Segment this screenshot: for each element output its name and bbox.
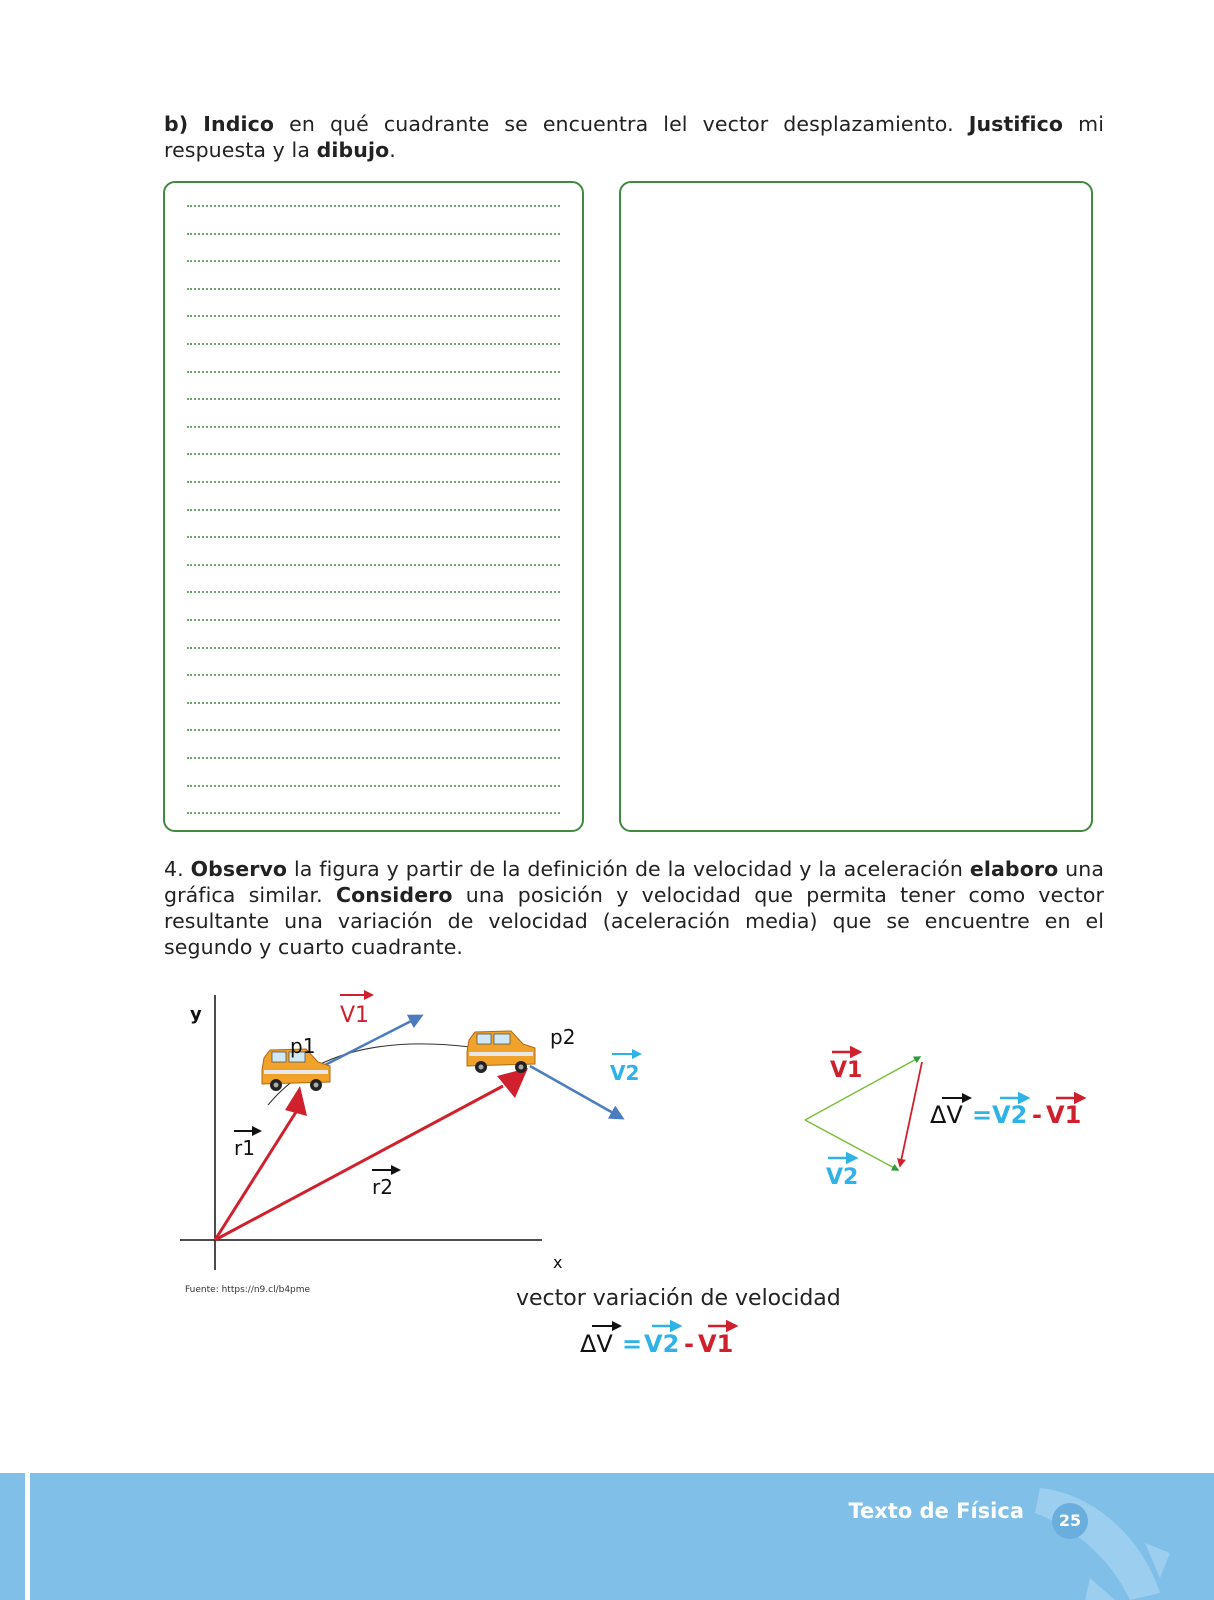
figure-source: Fuente: https://n9.cl/b4pme bbox=[185, 1285, 311, 1295]
triangle-v2-label: V2 bbox=[826, 1165, 859, 1190]
triangle-equation bbox=[930, 1098, 1084, 1129]
y-axis-label: y bbox=[190, 1004, 202, 1025]
part-b-verb-dibujo: dibujo bbox=[316, 138, 390, 162]
r2-label: r2 bbox=[372, 1175, 393, 1199]
question-4-verb-observo: Observo bbox=[190, 857, 288, 881]
bottom-eq-v2: V2 bbox=[644, 1330, 680, 1358]
page-number: 25 bbox=[1052, 1503, 1088, 1539]
triangle-v2-side bbox=[805, 1120, 898, 1170]
question-4-text-1: la figura y partir de la definición de la velocidad y la aceleración bbox=[287, 857, 970, 881]
question-4-verb-considero: Considero bbox=[335, 883, 453, 907]
triangle-v1-side bbox=[805, 1057, 920, 1120]
part-b-verb-justifico: Justifico bbox=[968, 112, 1064, 136]
part-b-verb-indico: Indico bbox=[203, 112, 275, 136]
v1-label: V1 bbox=[340, 1003, 370, 1028]
question-4-verb-elaboro: elaboro bbox=[969, 857, 1059, 881]
triangle-v1-label: V1 bbox=[830, 1058, 863, 1083]
bottom-eq-v1: V1 bbox=[698, 1330, 734, 1358]
bottom-equation bbox=[580, 1326, 736, 1358]
v2-label: V2 bbox=[610, 1061, 640, 1085]
p2-label: p2 bbox=[550, 1025, 576, 1049]
question-4-number: 4. bbox=[164, 857, 191, 881]
triangle-eq-v2: V2 bbox=[992, 1101, 1028, 1129]
triangle-eq-minus: - bbox=[1032, 1101, 1042, 1129]
car-p2 bbox=[467, 1031, 535, 1073]
question-4-text-2: una gráfica similar. bbox=[164, 857, 1104, 907]
footer-book-title: Texto de Física bbox=[848, 1499, 1024, 1523]
x-axis-label: x bbox=[553, 1253, 563, 1272]
triangle-eq-equals: = bbox=[972, 1101, 993, 1129]
r1-label: r1 bbox=[234, 1136, 255, 1160]
part-b-text-1: en qué cuadrante se encuentra lel vector desplazamiento. bbox=[274, 112, 969, 136]
r1-arrowhead bbox=[285, 1086, 307, 1116]
p1-label: p1 bbox=[290, 1034, 316, 1058]
part-b-label: b) bbox=[164, 112, 189, 136]
question-4-text-3: una posición y velocidad que permita tener como vector resultante una variación de velocidad (aceleración media) que se encuentre en el segundo y cuarto cuadrante. bbox=[164, 883, 1105, 959]
part-b-text-3: . bbox=[389, 138, 396, 162]
triangle-delta-side bbox=[900, 1062, 922, 1166]
v2-vector bbox=[530, 1066, 622, 1118]
footer-strip bbox=[25, 1473, 30, 1600]
bottom-eq-minus: - bbox=[684, 1330, 694, 1358]
r2-vector bbox=[215, 1086, 503, 1240]
triangle-eq-delta-v: ΔV bbox=[930, 1101, 963, 1129]
page-footer bbox=[0, 1473, 1214, 1600]
figure-caption: vector variación de velocidad bbox=[516, 1286, 841, 1311]
rocket-icon bbox=[1030, 1483, 1180, 1600]
bottom-eq-delta-v: ΔV bbox=[580, 1330, 613, 1358]
part-b-text-2: mi respuesta y la bbox=[164, 112, 1104, 162]
bottom-eq-equals: = bbox=[622, 1330, 643, 1358]
triangle-eq-v1: V1 bbox=[1046, 1101, 1082, 1129]
